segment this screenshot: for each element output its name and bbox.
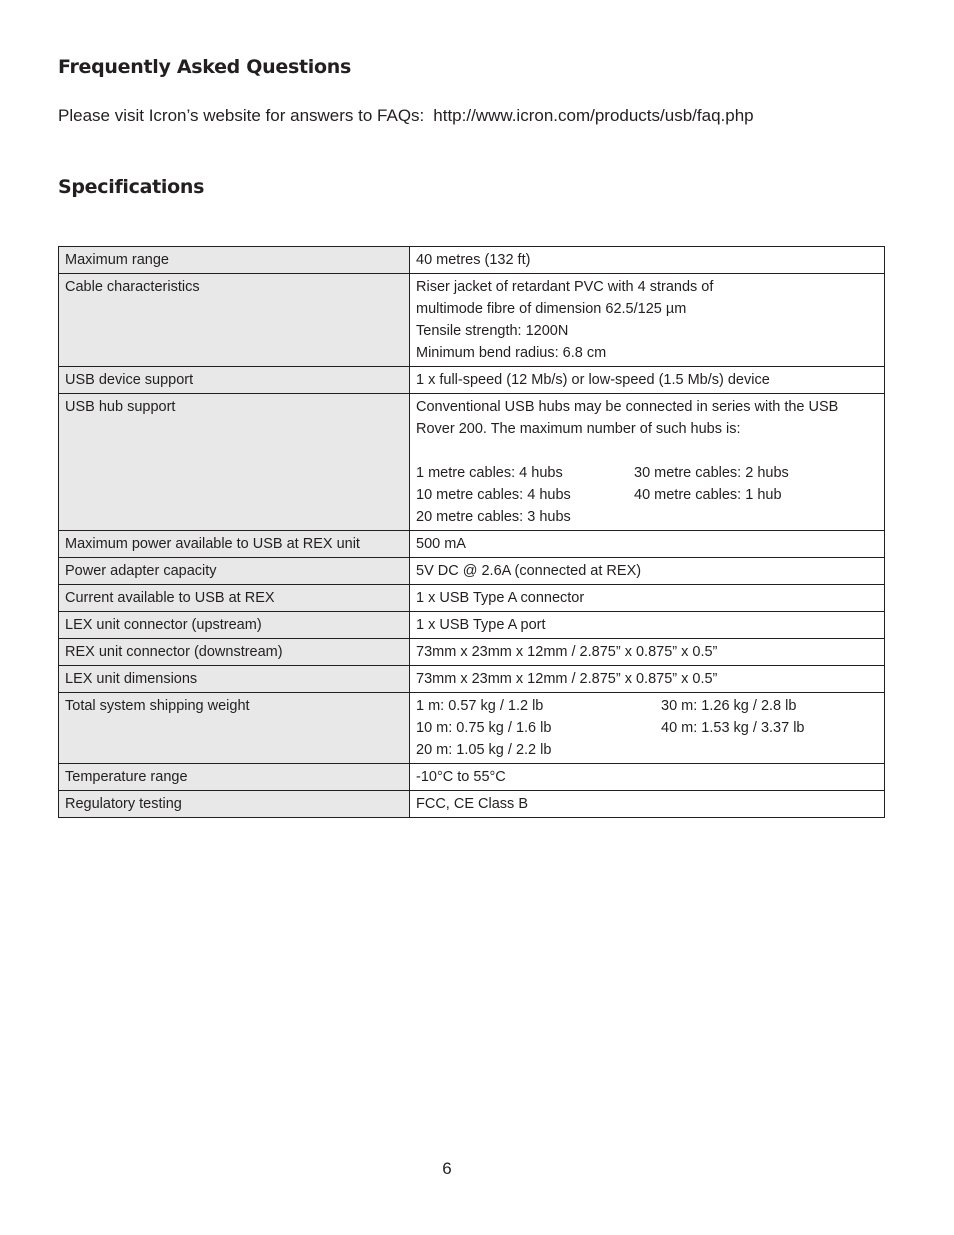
table-row — [59, 585, 885, 612]
spec-value — [410, 693, 885, 764]
hub-item: 20 metre cables: 3 hubs — [416, 509, 571, 525]
spec-value-line: Riser jacket of retardant PVC with 4 strands of — [416, 279, 714, 295]
spec-label: LEX unit connector (upstream) — [59, 612, 410, 639]
spec-value: 1 x USB Type A connector — [410, 585, 885, 612]
table-row — [59, 612, 885, 639]
hub-item: 10 metre cables: 4 hubs — [416, 487, 571, 503]
spec-value-line: Tensile strength: 1200N — [416, 323, 569, 339]
spec-value: 73mm x 23mm x 12mm / 2.875” x 0.875” x 0.5” — [410, 639, 885, 666]
weight-list-right — [661, 695, 804, 761]
spec-value-line: Rover 200. The maximum number of such hubs is: — [416, 421, 741, 437]
weight-item: 1 m: 0.57 kg / 1.2 lb — [416, 698, 544, 714]
table-row — [59, 558, 885, 585]
hub-list — [416, 462, 878, 528]
spec-label: Power adapter capacity — [59, 558, 410, 585]
spec-label: Maximum range — [59, 247, 410, 274]
table-row — [59, 764, 885, 791]
spacer — [416, 440, 878, 462]
specifications-table — [58, 246, 885, 818]
table-row — [59, 639, 885, 666]
weight-list-left — [416, 695, 661, 761]
weight-list — [416, 695, 878, 761]
hub-list-left — [416, 462, 634, 528]
spec-value: 500 mA — [410, 531, 885, 558]
spec-label: Cable characteristics — [59, 274, 410, 367]
weight-item: 40 m: 1.53 kg / 3.37 lb — [661, 720, 805, 736]
hub-item: 40 metre cables: 1 hub — [634, 487, 782, 503]
weight-item: 30 m: 1.26 kg / 2.8 lb — [661, 698, 797, 714]
spec-label: LEX unit dimensions — [59, 666, 410, 693]
hub-item: 1 metre cables: 4 hubs — [416, 465, 563, 481]
spec-value-line: multimode fibre of dimension 62.5/125 µm — [416, 301, 687, 317]
table-row — [59, 247, 885, 274]
spec-value: 73mm x 23mm x 12mm / 2.875” x 0.875” x 0.5” — [410, 666, 885, 693]
faq-intro: Please visit Icron’s website for answers to FAQs: — [58, 106, 425, 125]
weight-item: 10 m: 0.75 kg / 1.6 lb — [416, 720, 552, 736]
spec-value-line: Minimum bend radius: 6.8 cm — [416, 345, 607, 361]
spec-label: Temperature range — [59, 764, 410, 791]
table-row — [59, 274, 885, 367]
spec-label: Current available to USB at REX — [59, 585, 410, 612]
hub-list-right — [634, 462, 789, 528]
table-row — [59, 531, 885, 558]
faq-heading: Frequently Asked Questions — [58, 56, 351, 78]
specifications-heading: Specifications — [58, 176, 205, 198]
table-row — [59, 693, 885, 764]
page-number: 6 — [442, 1159, 452, 1178]
spec-label: Regulatory testing — [59, 791, 410, 818]
spec-value — [410, 394, 885, 531]
hub-item: 30 metre cables: 2 hubs — [634, 465, 789, 481]
table-row — [59, 367, 885, 394]
spec-label: Total system shipping weight — [59, 693, 410, 764]
faq-text — [58, 106, 754, 126]
table-row — [59, 394, 885, 531]
table-row — [59, 791, 885, 818]
weight-item: 20 m: 1.05 kg / 2.2 lb — [416, 742, 552, 758]
spec-label: USB hub support — [59, 394, 410, 531]
faq-url: http://www.icron.com/products/usb/faq.php — [433, 106, 754, 125]
spec-value-line: Conventional USB hubs may be connected in series with the USB — [416, 399, 839, 415]
spec-value: 1 x full-speed (12 Mb/s) or low-speed (1.5 Mb/s) device — [410, 367, 885, 394]
spec-value: 40 metres (132 ft) — [410, 247, 885, 274]
spec-label: REX unit connector (downstream) — [59, 639, 410, 666]
spec-value: 1 x USB Type A port — [410, 612, 885, 639]
spec-label: Maximum power available to USB at REX unit — [59, 531, 410, 558]
table-row — [59, 666, 885, 693]
spec-value: FCC, CE Class B — [410, 791, 885, 818]
spec-value: 5V DC @ 2.6A (connected at REX) — [410, 558, 885, 585]
spec-value — [410, 274, 885, 367]
spec-label: USB device support — [59, 367, 410, 394]
spec-value: -10°C to 55°C — [410, 764, 885, 791]
